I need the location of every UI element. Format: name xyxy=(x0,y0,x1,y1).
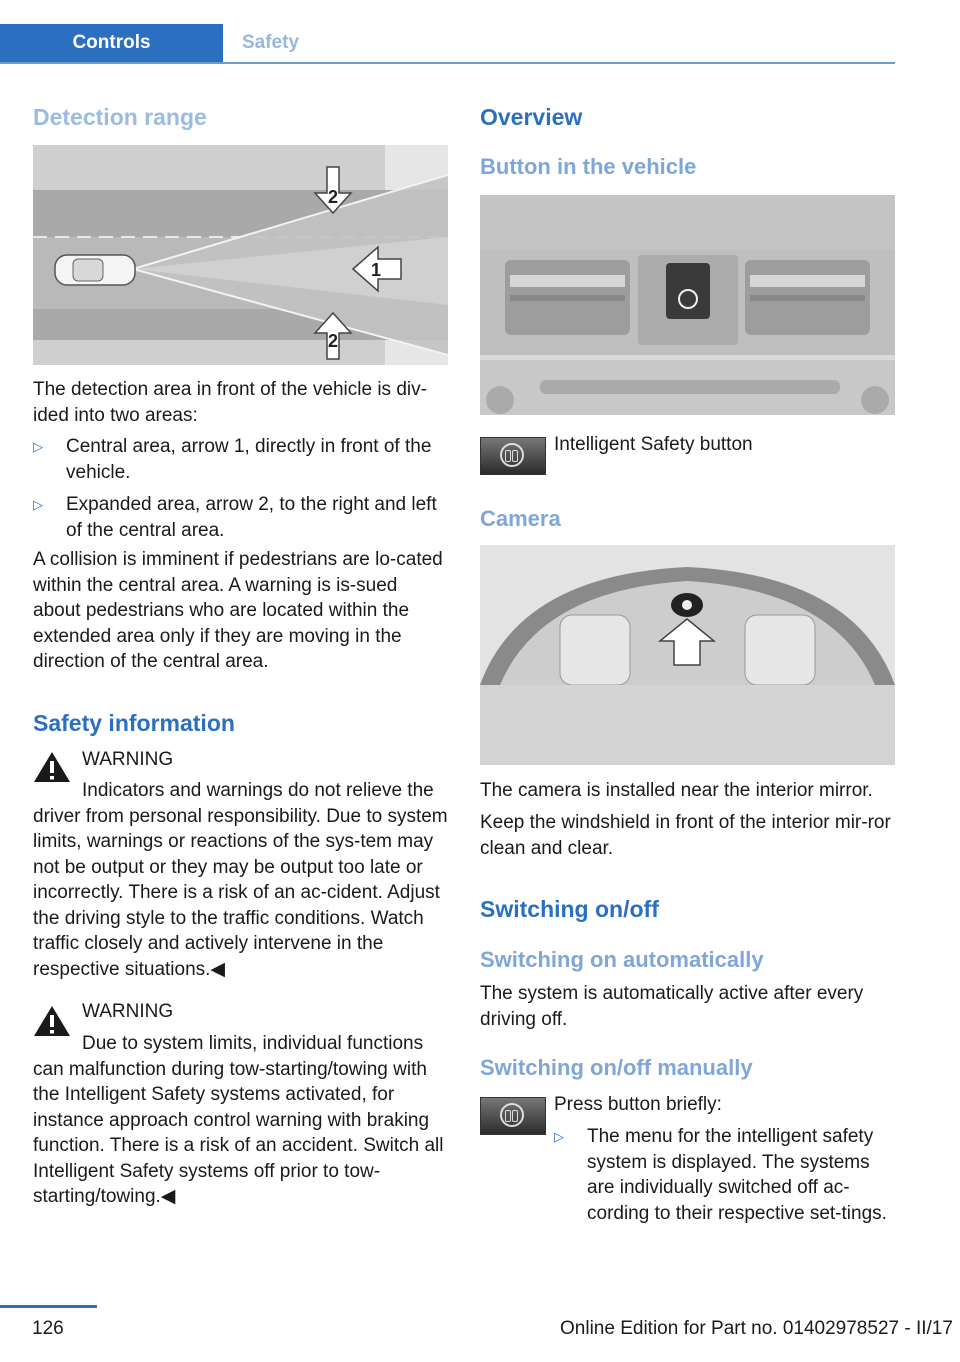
list-item xyxy=(554,1124,895,1226)
button-caption: Intelligent Safety button xyxy=(554,434,753,455)
section-tabs xyxy=(0,24,895,64)
bullet-text: Expanded area, arrow 2, to the right and left of the central area. xyxy=(66,494,437,541)
switching-manual-text: Press button briefly: xyxy=(554,1094,722,1115)
list-item xyxy=(33,434,449,485)
collision-paragraph: A collision is imminent if pedestrians are lo‐cated within the central area. A warning is is‐sued about pedestrians who are located within the extended area only if they are moving in the direction of the central area. xyxy=(33,549,443,672)
edition-text: Online Edition for Part no. 01402978527 - II/17 xyxy=(560,1318,953,1339)
arrow1-label: 1 xyxy=(370,260,382,280)
tab-controls[interactable]: Controls xyxy=(0,24,223,62)
detection-range-heading: Detection range xyxy=(33,104,207,130)
warning2-title: WARNING xyxy=(82,1001,174,1022)
camera-text-2: Keep the windshield in front of the interior mir‐ror clean and clear. xyxy=(480,812,891,859)
intelligent-safety-button-icon xyxy=(480,437,546,475)
detection-intro: The detection area in front of the vehicle is div‐ided into two areas: xyxy=(33,379,427,426)
intelligent-safety-button-icon xyxy=(480,1097,546,1135)
bullet-text: Central area, arrow 1, directly in front of the vehicle. xyxy=(66,436,432,483)
switching-auto-text: The system is automatically active after every driving off. xyxy=(480,983,864,1030)
switching-heading: Switching on/off xyxy=(480,896,659,922)
bullet-triangle-icon: ▷ xyxy=(33,439,43,454)
button-in-vehicle-figure xyxy=(480,195,895,415)
camera-heading: Camera xyxy=(480,506,561,531)
button-in-vehicle-heading: Button in the vehicle xyxy=(480,154,697,179)
footer-rule xyxy=(0,1305,97,1308)
tab-safety[interactable]: Safety xyxy=(241,32,300,53)
arrow2-top-label: 2 xyxy=(327,187,339,207)
detection-range-figure xyxy=(33,145,448,365)
bullet-triangle-icon: ▷ xyxy=(554,1129,564,1144)
switching-manual-heading: Switching on/off manually xyxy=(480,1055,753,1080)
bullet-text: The menu for the intelligent safety system is displayed. The systems are individually switched off ac‐cording to their respective set‐tings. xyxy=(587,1126,887,1224)
warning2-text: Due to system limits, individual functions can malfunction during tow-starting/towing with the Intelligent Safety systems activated, for instance approach control warning with braking function. There is a risk of an accident. Switch all Intelligent Safety systems off prior to tow-starting/towing.◀ xyxy=(33,1033,444,1207)
camera-figure xyxy=(480,545,895,765)
list-item xyxy=(33,492,449,543)
warning1-title: WARNING xyxy=(82,749,174,770)
safety-information-heading: Safety information xyxy=(33,710,235,736)
page-number: 126 xyxy=(32,1318,64,1339)
overview-heading: Overview xyxy=(480,104,583,130)
camera-text-1: The camera is installed near the interior mirror. xyxy=(480,780,873,801)
warning1-text: Indicators and warnings do not relieve the driver from personal responsibility. Due to system limits, warnings or reactions of the sys‐tem may not be output or they may be output too late or incorrectly. There is a risk of an ac‐cident. Adjust the driving style to the traffic conditions. Watch traffic closely and actively intervene in the respective situations.◀ xyxy=(33,780,448,980)
arrow2-bottom-label: 2 xyxy=(327,331,339,351)
switching-auto-heading: Switching on automatically xyxy=(480,947,764,972)
bullet-triangle-icon: ▷ xyxy=(33,497,43,512)
